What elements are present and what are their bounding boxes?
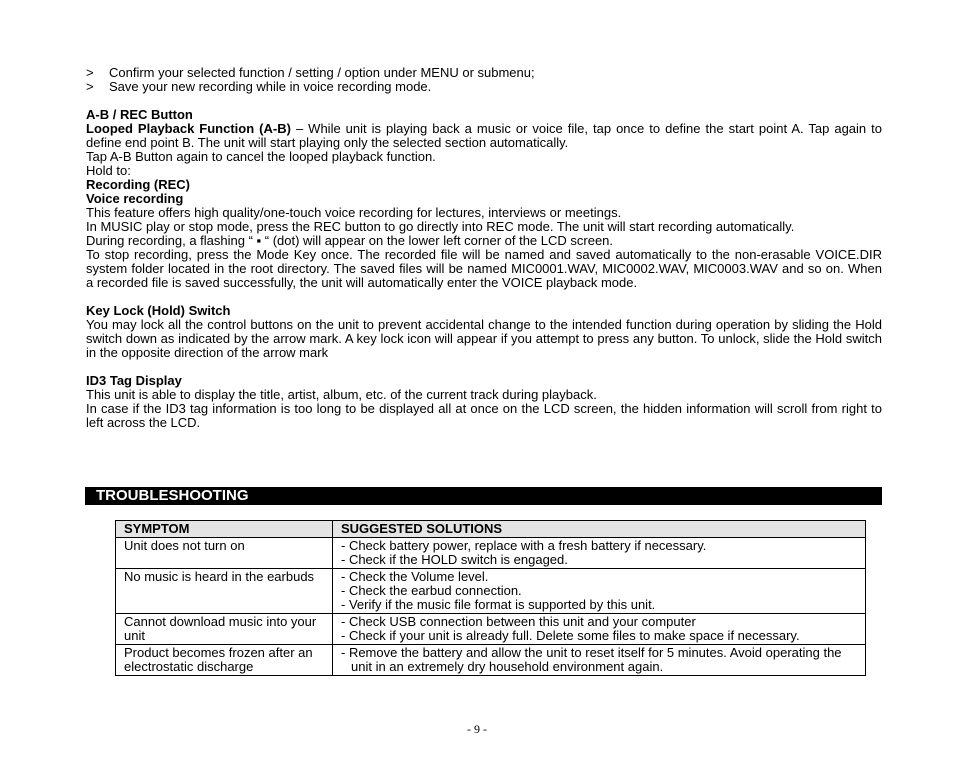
symptom-cell: Unit does not turn on: [116, 538, 333, 569]
solution-line: - Check if your unit is already full. Delete some files to make space if necessary.: [341, 628, 800, 643]
table-row: [116, 614, 866, 645]
solutions-cell: [333, 614, 866, 645]
id3-paragraph-1: This unit is able to display the title, artist, album, etc. of the current track during playback.: [86, 387, 597, 402]
bullet-item: [86, 80, 882, 94]
id3-heading: ID3 Tag Display: [86, 373, 182, 388]
table-row: [116, 538, 866, 569]
table-row: [116, 569, 866, 614]
looped-playback-paragraph: [86, 122, 882, 150]
bullet-text: Save your new recording while in voice recording mode.: [109, 79, 432, 94]
column-header-symptom: SYMPTOM: [116, 521, 333, 538]
bullet-item: [86, 66, 882, 80]
solutions-cell: [333, 538, 866, 569]
solution-line: - Remove the battery and allow the unit to reset itself for 5 minutes. Avoid operating the unit in an extremely dry household environment again.: [341, 645, 842, 674]
voice-paragraph-1: This feature offers high quality/one-touch voice recording for lectures, interviews or meetings.: [86, 205, 622, 220]
ab-rec-heading: A-B / REC Button: [86, 107, 193, 122]
table-row: [116, 645, 866, 676]
cancel-text: Tap A-B Button again to cancel the looped playback function.: [86, 149, 436, 164]
hold-to-text: Hold to:: [86, 163, 131, 178]
solution-line: - Check the Volume level.: [341, 569, 489, 584]
page-number: - 9 -: [467, 722, 487, 736]
voice-paragraph-3: During recording, a flashing “ ▪ “ (dot) will appear on the lower left corner of the LCD screen.: [86, 233, 614, 248]
voice-recording-heading: Voice recording: [86, 191, 184, 206]
symptom-cell: Cannot download music into your unit: [116, 614, 333, 645]
troubleshooting-banner: [85, 487, 882, 505]
solution-line: - Check battery power, replace with a fresh battery if necessary.: [341, 538, 707, 553]
key-lock-heading: Key Lock (Hold) Switch: [86, 303, 231, 318]
recording-heading: Recording (REC): [86, 177, 190, 192]
column-header-solutions: SUGGESTED SOLUTIONS: [333, 521, 866, 538]
symptom-cell: Product becomes frozen after an electrostatic discharge: [116, 645, 333, 676]
bullet-mark: >: [86, 65, 94, 80]
key-lock-text: You may lock all the control buttons on the unit to prevent accidental change to the intended function during operation by sliding the Hold switch down as indicated by the arrow mark. A key lock icon will appear if you attempt to press any button. To unlock, slide the Hold switch in the opposite direction of the arrow mark: [86, 317, 882, 360]
solution-line: - Verify if the music file format is supported by this unit.: [341, 597, 656, 612]
symptom-cell: No music is heard in the earbuds: [116, 569, 333, 614]
bullet-text: Confirm your selected function / setting / option under MENU or submenu;: [109, 65, 535, 80]
troubleshooting-table: [115, 520, 866, 676]
voice-paragraph-2: In MUSIC play or stop mode, press the REC button to go directly into REC mode. The unit will start recording automatically.: [86, 219, 795, 234]
looped-playback-title: Looped Playback Function (A-B): [86, 121, 291, 136]
solution-line: - Check the earbud connection.: [341, 583, 522, 598]
page-body: [86, 66, 882, 430]
solutions-cell: [333, 645, 866, 676]
id3-paragraph-2: In case if the ID3 tag information is too long to be displayed all at once on the LCD screen, the hidden information will scroll from right to left across the LCD.: [86, 401, 882, 430]
bullet-mark: >: [86, 79, 94, 94]
solution-line: - Check if the HOLD switch is engaged.: [341, 552, 568, 567]
troubleshooting-title: TROUBLESHOOTING: [96, 487, 249, 504]
solution-line: - Check USB connection between this unit and your computer: [341, 614, 696, 629]
solutions-cell: [333, 569, 866, 614]
table-header-row: [116, 521, 866, 538]
looped-playback-text: – While unit is playing back a music or voice file, tap once to define the start point A. Tap again to define end point B. The unit will start playing only the selected section automatically.: [86, 121, 882, 150]
voice-paragraph-4: To stop recording, press the Mode Key once. The recorded file will be named and saved automatically to the non-erasable VOICE.DIR system folder located in the root directory. The saved files will be named MIC0001.WAV, MIC0002.WAV, MIC0003.WAV and so on. When a recorded file is saved successfully, the unit will automatically enter the VOICE playback mode.: [86, 247, 882, 290]
